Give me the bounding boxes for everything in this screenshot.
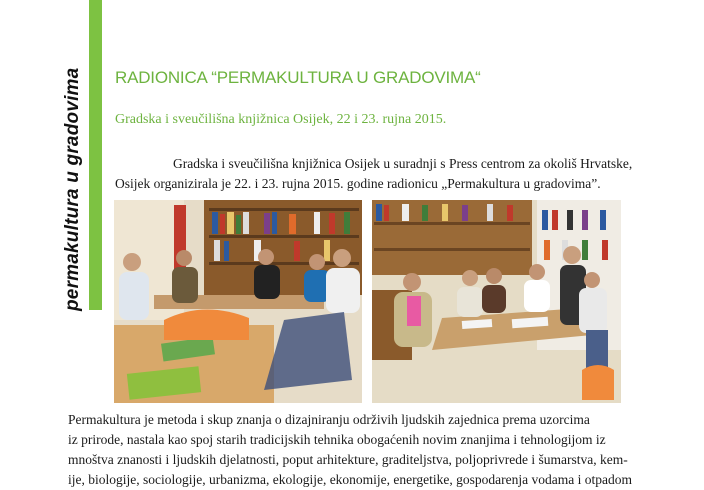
green-accent-bar xyxy=(89,0,102,310)
body-paragraph xyxy=(68,410,632,490)
body-line: mnoštva znanosti i ljudskih djelatnosti, poput arhitekture, graditeljstva, poljoprivrede i šumarstva, kem- xyxy=(68,452,628,467)
photo-illustration xyxy=(372,200,621,403)
intro-paragraph xyxy=(115,154,635,194)
body-line: ije, biologije, sociologije, urbanizma, ekologije, ekonomije, energetike, gospodarenja vodama i otpadom xyxy=(68,472,632,487)
article-title: RADIONICA “PERMAKULTURA U GRADOVIMA“ xyxy=(115,68,481,87)
body-line: iz prirode, nastala kao spoj starih tradicijskih tehnika obogaćenih novim znanjima i tehnologijom iz xyxy=(68,432,606,447)
workshop-photo-right xyxy=(372,200,621,403)
workshop-photo-left xyxy=(114,200,362,403)
body-line: Permakultura je metoda i skup znanja o dizajniranju održivih ljudskih zajednica prema uzorcima xyxy=(68,412,590,427)
vertical-section-title: permakultura u gradovima xyxy=(62,67,83,311)
intro-line: Gradska i sveučilišna knjižnica Osijek u suradnji s Press centrom za okoliš Hrvatske, xyxy=(173,156,633,171)
intro-line: Osijek organizirala je 22. i 23. rujna 2015. godine radionicu „Permakultura u gradovima”. xyxy=(115,176,601,191)
article-subtitle: Gradska i sveučilišna knjižnica Osijek, 22 i 23. rujna 2015. xyxy=(115,112,447,127)
photo-illustration xyxy=(114,200,362,403)
